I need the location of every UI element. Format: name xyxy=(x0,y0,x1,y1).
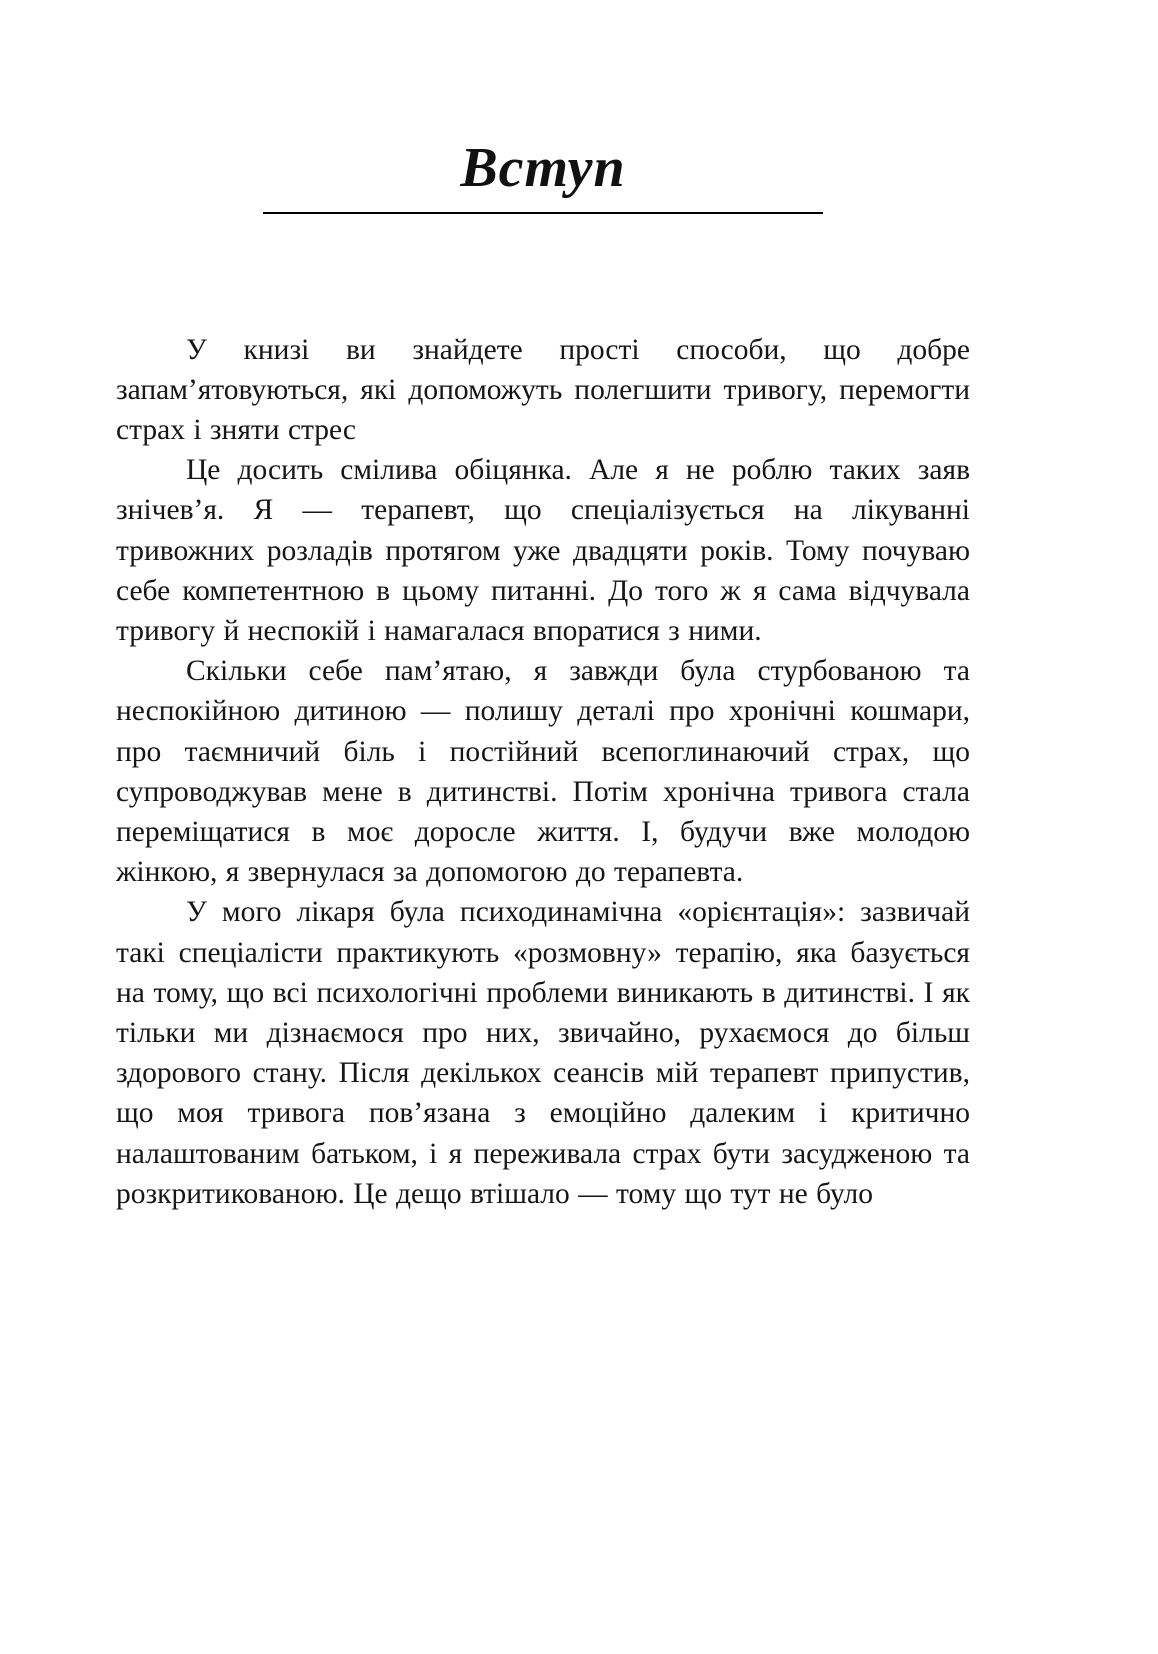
paragraph: Це досить смілива обіцянка. Але я не роблю таких заяв знічев’я. Я — терапевт, що спеціалізується на лікуванні тривожних розладів протягом уже двадцяти років. Тому почуваю себе компетентною в цьому питанні. До того ж я сама відчувала тривогу й неспокій і намагалася впоратися з ними. xyxy=(116,454,970,648)
paragraph: У книзі ви знайдете прості способи, що добре запам’ятовуються, які допоможуть полегшити тривогу, перемогти страх і зняти стрес xyxy=(116,333,970,446)
chapter-title: Вступ xyxy=(460,137,626,199)
paragraph: Скільки себе пам’ятаю, я завжди була стурбованою та неспокійною дитиною — полишу деталі про хронічні кошмари, про таємничий біль і постійний всепоглинаючий страх, що супроводжував мене в дитинстві. Потім хронічна тривога стала переміщатися в моє доросле життя. І, будучи вже молодою жінкою, я звернулася за допомогою до терапевта. xyxy=(116,655,970,889)
chapter-body xyxy=(116,330,970,1214)
title-underline-rule xyxy=(263,212,823,214)
paragraph: У мого лікаря була психодинамічна «орієнтація»: зазвичай такі спеціалісти практикують «розмовну» терапію, яка базується на тому, що всі психологічні проблеми виникають в дитинстві. І як тільки ми дізнаємося про них, звичайно, рухаємося до більш здорового стану. Після декількох сеансів мій терапевт припустив, що моя тривога пов’язана з емоційно далеким і критично налаштованим батьком, і я переживала страх бути засудженою та розкритикованою. Це дещо втішало — тому що тут не було xyxy=(116,896,970,1210)
